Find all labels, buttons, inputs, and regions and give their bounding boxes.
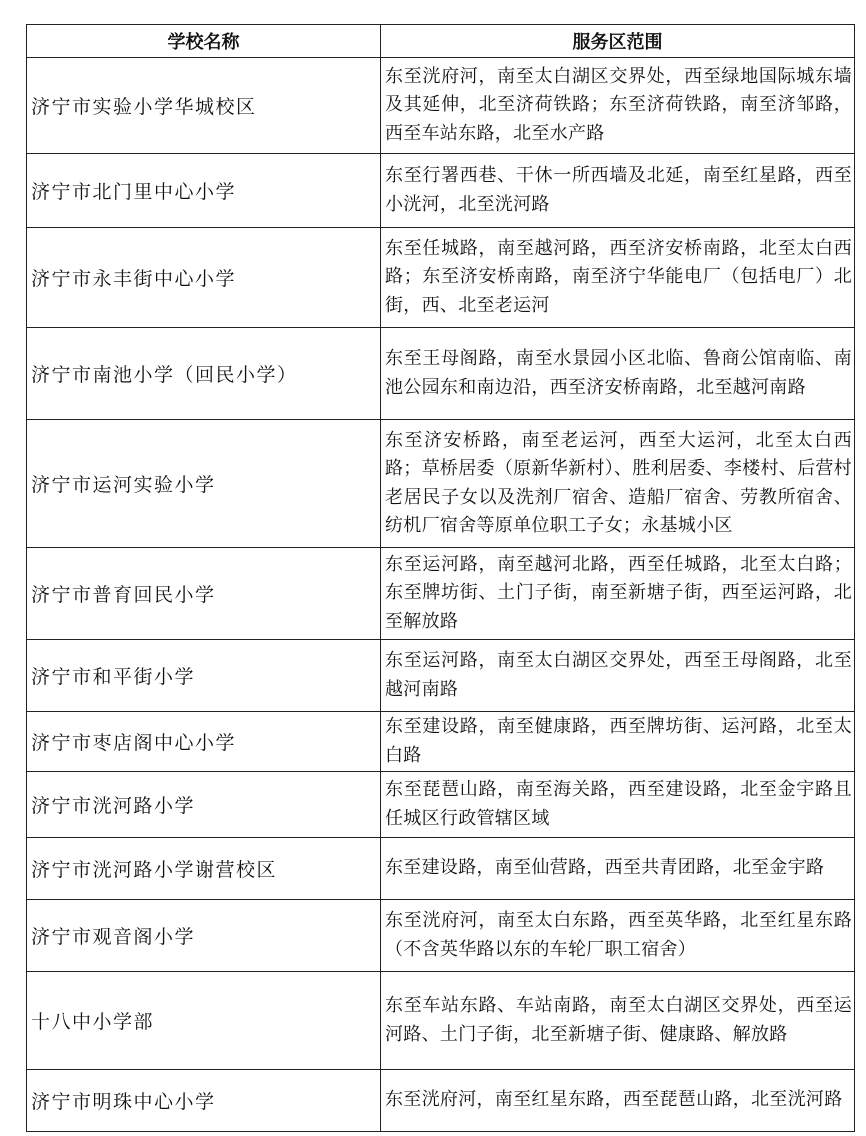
service-area-cell: 东至行署西巷、干休一所西墙及北延，南至红星路，西至小洸河，北至洸河路 (381, 154, 855, 228)
table-row (27, 972, 855, 1070)
school-name-cell: 济宁市实验小学华城校区 (27, 58, 381, 154)
service-area-cell: 东至建设路，南至健康路，西至牌坊街、运河路，北至太白路 (381, 712, 855, 772)
table-row (27, 1070, 855, 1132)
service-area-cell: 东至洸府河，南至太白湖区交界处，西至绿地国际城东墙及其延伸，北至济荷铁路；东至济荷铁路，南至济邹路，西至车站东路，北至水产路 (381, 58, 855, 154)
table-row (27, 228, 855, 328)
table-row (27, 900, 855, 972)
service-area-cell: 东至任城路，南至越河路，西至济安桥南路，北至太白西路；东至济安桥南路，南至济宁华能电厂（包括电厂）北街，西、北至老运河 (381, 228, 855, 328)
school-name-cell: 济宁市南池小学（回民小学） (27, 328, 381, 420)
school-name-cell: 济宁市明珠中心小学 (27, 1070, 381, 1132)
service-area-cell: 东至运河路，南至太白湖区交界处，西至王母阁路，北至越河南路 (381, 640, 855, 712)
service-area-cell: 东至王母阁路，南至水景园小区北临、鲁商公馆南临、南池公园东和南边沿，西至济安桥南路，北至越河南路 (381, 328, 855, 420)
table-row (27, 154, 855, 228)
school-name-cell: 济宁市运河实验小学 (27, 420, 381, 548)
school-name-cell: 济宁市普育回民小学 (27, 548, 381, 640)
table-row (27, 772, 855, 838)
school-name-cell: 济宁市北门里中心小学 (27, 154, 381, 228)
table-row (27, 640, 855, 712)
school-name-cell: 济宁市洸河路小学 (27, 772, 381, 838)
service-area-cell: 东至洸府河，南至太白东路，西至英华路，北至红星东路（不含英华路以东的车轮厂职工宿舍） (381, 900, 855, 972)
header-school-name: 学校名称 (27, 25, 381, 58)
school-name-cell: 济宁市洸河路小学谢营校区 (27, 838, 381, 900)
table-row (27, 58, 855, 154)
table-row (27, 548, 855, 640)
table-row (27, 420, 855, 548)
header-service-area: 服务区范围 (381, 25, 855, 58)
table-header-row (27, 25, 855, 58)
service-area-cell: 东至车站东路、车站南路，南至太白湖区交界处，西至运河路、土门子街，北至新塘子街、健康路、解放路 (381, 972, 855, 1070)
school-name-cell: 济宁市枣店阁中心小学 (27, 712, 381, 772)
school-name-cell: 济宁市和平街小学 (27, 640, 381, 712)
school-district-table (26, 24, 855, 1132)
service-area-cell: 东至建设路，南至仙营路，西至共青团路，北至金宇路 (381, 838, 855, 900)
table-row (27, 712, 855, 772)
school-name-cell: 十八中小学部 (27, 972, 381, 1070)
school-name-cell: 济宁市观音阁小学 (27, 900, 381, 972)
school-name-cell: 济宁市永丰街中心小学 (27, 228, 381, 328)
service-area-cell: 东至琵琶山路，南至海关路，西至建设路，北至金宇路且任城区行政管辖区域 (381, 772, 855, 838)
service-area-cell: 东至济安桥路，南至老运河，西至大运河，北至太白西路；草桥居委（原新华新村）、胜利居委、李楼村、后营村老居民子女以及洗剂厂宿舍、造船厂宿舍、劳教所宿舍、纺机厂宿舍等原单位职工子女；永基城小区 (381, 420, 855, 548)
service-area-cell: 东至运河路，南至越河北路，西至任城路，北至太白路；东至牌坊街、土门子街，南至新塘子街，西至运河路，北至解放路 (381, 548, 855, 640)
table-row (27, 328, 855, 420)
table-row (27, 838, 855, 900)
service-area-cell: 东至洸府河，南至红星东路，西至琵琶山路，北至洸河路 (381, 1070, 855, 1132)
